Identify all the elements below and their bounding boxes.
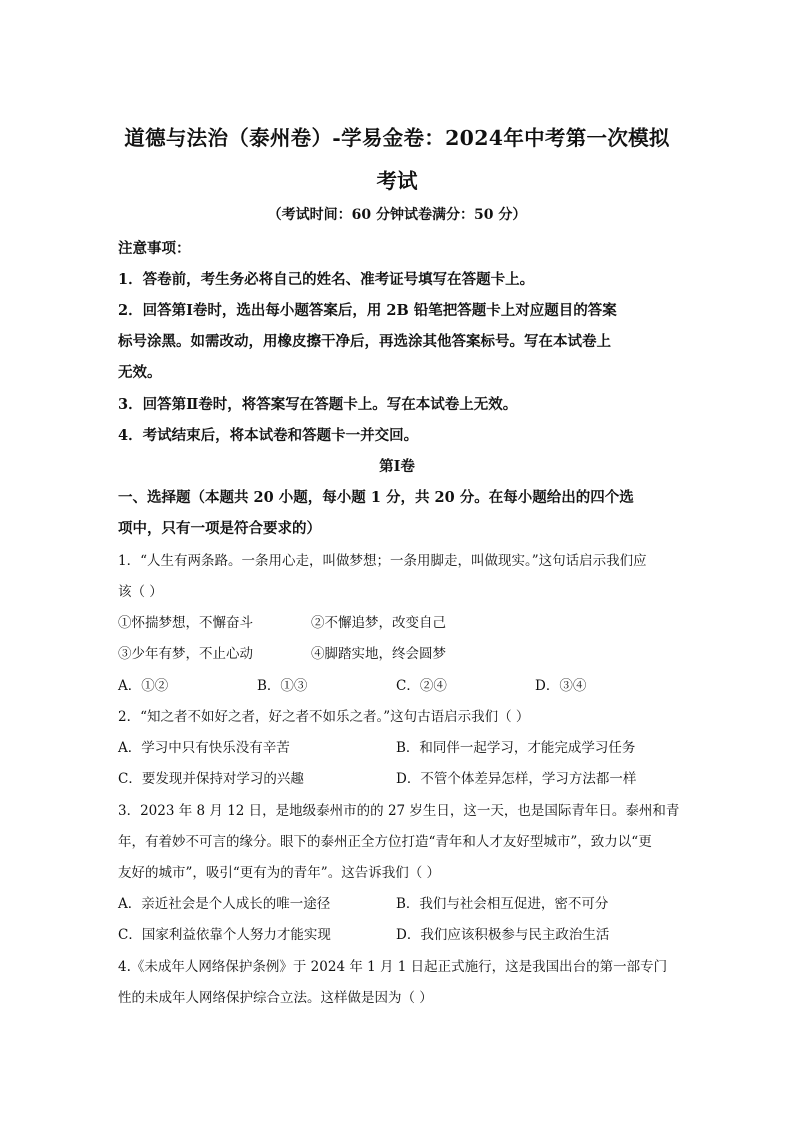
exam-subtitle: （考试时间：60 分钟试卷满分：50 分） [267,207,527,223]
section-heading-line2: 项中，只有一项是符合要求的） [118,520,321,537]
q4-stem-line2: 性的未成年人网络保护综合立法。这样做是因为（ ） [118,990,433,1006]
q1-option-d: D．③④ [535,678,587,694]
exam-title-line2: 考试 [376,169,418,193]
notes-item-2-line1: 2．回答第Ⅰ卷时，选出每小题答案后，用 2B 铅笔把答题卡上对应题目的答案 [118,302,617,319]
q2-option-a: A．学习中只有快乐没有辛苦 [118,740,290,756]
q1-stem-line1: 1．“人生有两条路。一条用心走，叫做梦想；一条用脚走，叫做现实。”这句话启示我们应 [118,553,647,569]
notes-item-2-line3: 无效。 [118,364,162,381]
q1-stem-line2: 该（ ） [118,584,163,600]
q1-option-b: B．①③ [257,678,308,694]
q1-option-c: C．②④ [396,678,447,694]
notes-item-3: 3．回答第Ⅱ卷时，将答案写在答题卡上。写在本试卷上无效。 [118,396,518,413]
notes-item-2-line2: 标号涂黑。如需改动，用橡皮擦干净后，再选涂其他答案标号。写在本试卷上 [118,333,611,350]
exam-title-line1: 道德与法治（泰州卷）-学易金卷：2024年中考第一次模拟 [124,126,670,150]
q3-stem-line2: 年，有着妙不可言的缘分。眼下的泰州正全方位打造“青年和人才友好型城市”，致力以“更 [118,834,652,850]
q2-option-b: B．和同伴一起学习，才能完成学习任务 [396,740,636,756]
volume-heading: 第Ⅰ卷 [379,458,415,475]
q3-stem-line3: 友好的城市”，吸引“更有为的青年”。这告诉我们（ ） [118,865,440,881]
q2-option-d: D．不管个体差异怎样，学习方法都一样 [396,771,637,787]
notes-heading: 注意事项： [118,240,191,257]
q3-option-c: C．国家利益依靠个人努力才能实现 [118,927,331,943]
q3-option-a: A．亲近社会是个人成长的唯一途径 [118,896,331,912]
q1-statement-2: ②不懈追梦，改变自己 [311,615,446,631]
q1-statement-3: ③少年有梦，不止心动 [118,646,253,662]
q3-option-b: B．我们与社会相互促进，密不可分 [396,896,609,912]
notes-item-4: 4．考试结束后，将本试卷和答题卡一并交回。 [118,427,419,444]
q1-option-a: A．①② [118,678,169,694]
notes-item-1: 1．答卷前，考生务必将自己的姓名、准考证号填写在答题卡上。 [118,271,535,288]
q2-stem: 2．“知之者不如好之者，好之者不如乐之者。”这句古语启示我们（ ） [118,709,530,725]
q3-option-d: D．我们应该积极参与民主政治生活 [396,927,610,943]
q1-statement-4: ④脚踏实地，终会圆梦 [311,646,446,662]
q3-stem-line1: 3．2023 年 8 月 12 日，是地级泰州市的的 27 岁生日，这一天，也是国际青年日。泰州和青 [118,803,680,819]
q4-stem-line1: 4.《未成年人网络保护条例》于 2024 年 1 月 1 日起正式施行，这是我国出台的第一部专门 [118,959,668,975]
q1-statement-1: ①怀揣梦想，不懈奋斗 [118,615,253,631]
q2-option-c: C．要发现并保持对学习的兴趣 [118,771,304,787]
section-heading-line1: 一、选择题（本题共 20 小题，每小题 1 分，共 20 分。在每小题给出的四个选 [118,489,634,506]
